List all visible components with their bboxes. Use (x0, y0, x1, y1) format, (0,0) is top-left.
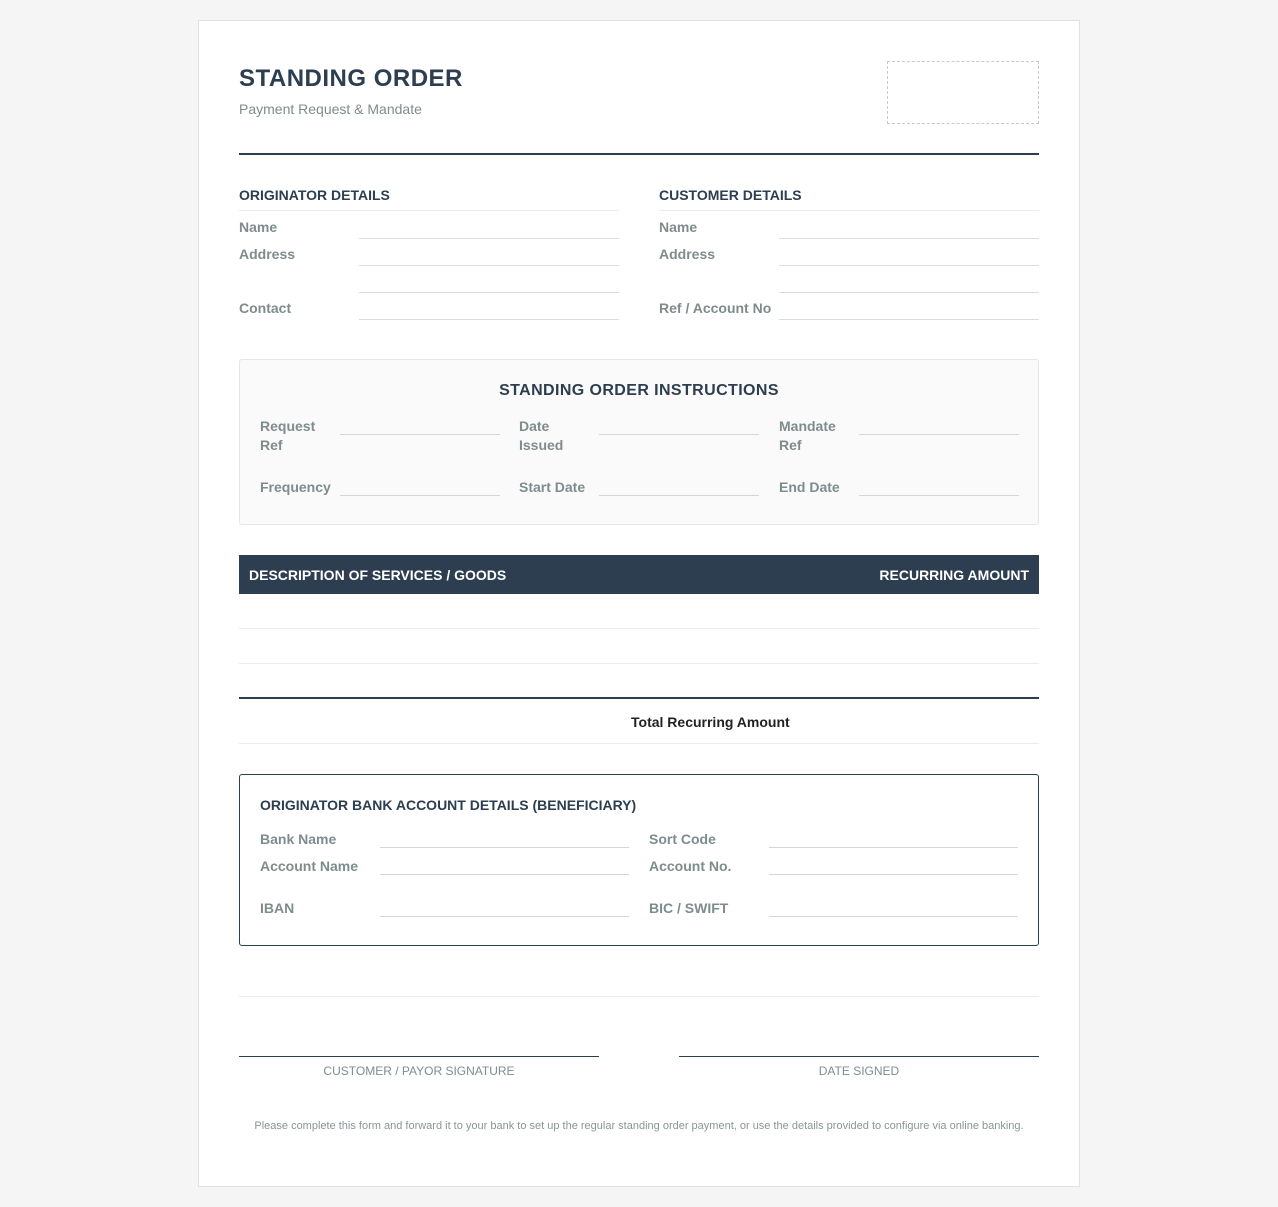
date-signed-line[interactable] (679, 1056, 1039, 1057)
customer-ref-label: Ref / Account No (659, 300, 772, 316)
services-table-header (239, 555, 1039, 594)
date-issued-field[interactable] (519, 417, 759, 457)
customer-signature-line[interactable] (239, 1056, 599, 1057)
customer-address-field[interactable] (659, 238, 1039, 265)
customer-details-section (659, 187, 1039, 319)
account-no-line[interactable] (769, 874, 1018, 875)
originator-address-label: Address (239, 246, 296, 262)
customer-ref-field[interactable] (659, 292, 1039, 319)
sort-code-label: Sort Code (649, 831, 716, 847)
originator-contact-line[interactable] (359, 319, 619, 320)
account-name-label: Account Name (260, 858, 359, 874)
originator-address-field-2[interactable] (239, 265, 619, 292)
originator-name-label: Name (239, 219, 278, 235)
end-date-field[interactable] (779, 478, 1019, 518)
mandate-ref-line[interactable] (859, 434, 1019, 435)
description-column-header: DESCRIPTION OF SERVICES / GOODS (249, 567, 507, 583)
amount-column-header: RECURRING AMOUNT (879, 567, 1029, 583)
header-divider (239, 153, 1039, 155)
originator-address-field[interactable] (239, 238, 619, 265)
frequency-label: Frequency (260, 479, 331, 495)
iban-line[interactable] (380, 916, 629, 917)
date-issued-label: Date Issued (519, 418, 564, 453)
date-signed-label: DATE SIGNED (818, 1064, 900, 1078)
total-recurring-amount-label: Total Recurring Amount (631, 714, 790, 730)
footer-note: Please complete this form and forward it to your bank to set up the regular standing order payment, or use the details provided to configure via online banking. (254, 1120, 1024, 1132)
section-divider (239, 996, 1039, 997)
iban-field[interactable] (260, 897, 629, 927)
table-row[interactable] (239, 629, 1039, 664)
customer-address-label: Address (659, 246, 716, 262)
request-ref-line[interactable] (340, 434, 500, 435)
request-ref-field[interactable] (260, 417, 500, 457)
customer-address-field-2[interactable] (659, 265, 1039, 292)
account-name-field[interactable] (260, 855, 629, 885)
originator-details-section (239, 187, 619, 319)
customer-ref-line[interactable] (779, 319, 1039, 320)
originator-contact-field[interactable] (239, 292, 619, 319)
bic-swift-field[interactable] (649, 897, 1018, 927)
logo-placeholder (887, 61, 1039, 124)
instructions-title: STANDING ORDER INSTRUCTIONS (499, 382, 779, 399)
customer-details-title: CUSTOMER DETAILS (659, 187, 1039, 211)
customer-signature-block[interactable] (239, 1056, 599, 1078)
bic-swift-line[interactable] (769, 916, 1018, 917)
account-no-field[interactable] (649, 855, 1018, 885)
total-row (239, 699, 1039, 744)
standing-order-instructions (239, 359, 1039, 525)
customer-name-label: Name (659, 219, 698, 235)
start-date-label: Start Date (519, 479, 586, 495)
originator-contact-label: Contact (239, 300, 292, 316)
start-date-field[interactable] (519, 478, 759, 518)
bank-name-line[interactable] (380, 847, 629, 848)
form-page (198, 20, 1080, 1187)
customer-name-field[interactable] (659, 211, 1039, 238)
bank-details-title: ORIGINATOR BANK ACCOUNT DETAILS (BENEFICIARY) (260, 797, 637, 813)
originator-details-title: ORIGINATOR DETAILS (239, 187, 619, 211)
sort-code-field[interactable] (649, 828, 1018, 858)
table-row[interactable] (239, 594, 1039, 629)
frequency-line[interactable] (340, 495, 500, 496)
customer-signature-label: CUSTOMER / PAYOR SIGNATURE (323, 1064, 515, 1078)
sort-code-line[interactable] (769, 847, 1018, 848)
bank-name-label: Bank Name (260, 831, 337, 847)
originator-bank-details (239, 774, 1039, 946)
bic-swift-label: BIC / SWIFT (649, 900, 729, 916)
account-no-label: Account No. (649, 858, 732, 874)
bank-name-field[interactable] (260, 828, 629, 858)
originator-name-field[interactable] (239, 211, 619, 238)
start-date-line[interactable] (599, 495, 759, 496)
end-date-line[interactable] (859, 495, 1019, 496)
frequency-field[interactable] (260, 478, 500, 518)
date-signed-block[interactable] (679, 1056, 1039, 1078)
account-name-line[interactable] (380, 874, 629, 875)
request-ref-label: Request Ref (260, 418, 316, 453)
mandate-ref-label: Mandate Ref (779, 418, 836, 453)
mandate-ref-field[interactable] (779, 417, 1019, 457)
iban-label: IBAN (260, 900, 295, 916)
end-date-label: End Date (779, 479, 840, 495)
date-issued-line[interactable] (599, 434, 759, 435)
document-subtitle: Payment Request & Mandate (239, 101, 422, 117)
document-title: STANDING ORDER (239, 65, 463, 92)
